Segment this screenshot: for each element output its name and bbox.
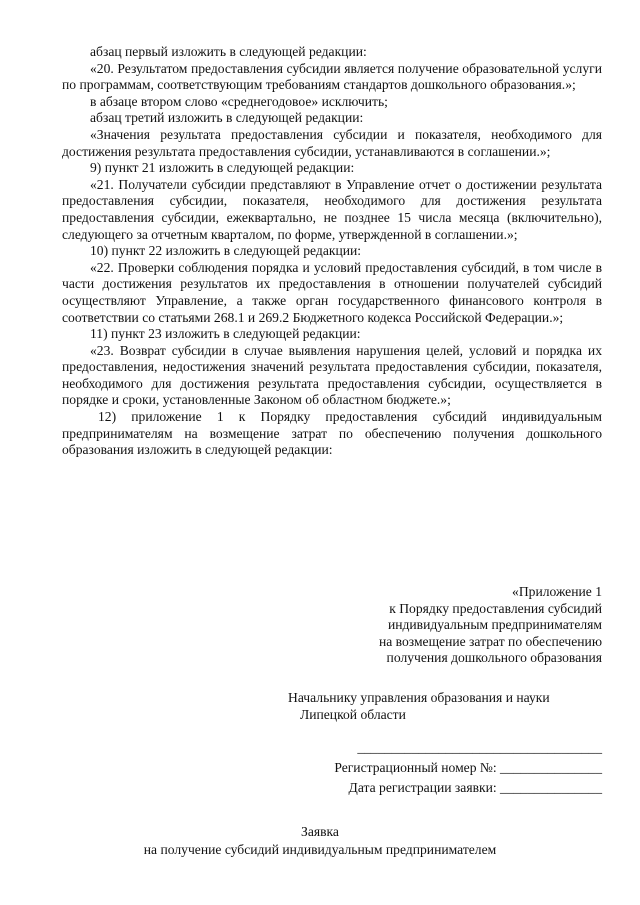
paragraph: 10) пункт 22 изложить в следующей редакции: xyxy=(90,243,362,259)
form-subtitle: на получение субсидий индивидуальным предпринимателем xyxy=(143,842,497,857)
paragraph: абзац третий изложить в следующей редакции: xyxy=(90,110,364,126)
paragraph: «20. Результатом предоставления субсидии является получение образовательной услуги по программам, соответствующим требованиям стандартов дошкольного образования.»; xyxy=(62,60,602,93)
appendix-header-line: к Порядку предоставления субсидий xyxy=(389,600,602,616)
addressee-line: Липецкой области xyxy=(300,706,406,722)
registration-date-label: Дата регистрации заявки: _______________ xyxy=(348,780,602,795)
paragraph: 12) приложение 1 к Порядку предоставления субсидий индивидуальным предпринимателям на возмещение затрат по обеспечению получения дошкольного образования изложить в следующей редакции: xyxy=(62,409,602,458)
appendix-header-line: получения дошкольного образования xyxy=(386,650,602,666)
form-title: Заявка xyxy=(301,824,339,839)
appendix-header-line: на возмещение затрат по обеспечению xyxy=(378,633,602,649)
addressee-line: Начальнику управления образования и науки xyxy=(288,690,550,705)
paragraph: «21. Получатели субсидии представляют в Управление отчет о достижении результата предоставления субсидии, показателя, необходимого для достижения результата предоставления субсидии, ежеквартально, не позднее 15 числа месяца (включительно), следующего за отчетным кварталом, по форме, утвержденной в соглашении.»; xyxy=(62,176,602,242)
paragraph: 11) пункт 23 изложить в следующей редакции: xyxy=(90,326,361,342)
registration-block xyxy=(282,738,602,798)
paragraph: «Значения результата предоставления субсидии и показателя, необходимого для достижения результата предоставления субсидии, устанавливаются в соглашении.»; xyxy=(62,126,602,159)
addressee-block xyxy=(288,690,550,723)
paragraph: «23. Возврат субсидии в случае выявления нарушения целей, условий и порядка их предоставления, недостижения значений результата предоставления субсидии, показателя, необходимого для достижения результата предоставления субсидии, осуществляется в порядке и сроки, установленные Законом об областном бюджете.»; xyxy=(62,342,602,408)
amendment-text xyxy=(62,44,602,459)
appendix-header-line: индивидуальным предпринимателям xyxy=(387,617,602,633)
paragraph: в абзаце втором слово «среднегодовое» исключить; xyxy=(90,93,388,109)
registration-number-label: Регистрационный номер №: _______________ xyxy=(334,760,602,775)
paragraph: 9) пункт 21 изложить в следующей редакции: xyxy=(90,160,355,176)
paragraph: абзац первый изложить в следующей редакции: xyxy=(90,44,367,59)
registration-blank-line: ____________________________________ xyxy=(357,740,602,755)
appendix-header xyxy=(302,584,602,667)
appendix-header-line: «Приложение 1 xyxy=(512,584,602,599)
paragraph: «22. Проверки соблюдения порядка и условий предоставления субсидий, в том числе в части достижения результатов их предоставления в отношении получателей субсидий осуществляют Управление, а также орган государственного финансового контроля в соответствии со статьями 268.1 и 269.2 Бюджетного кодекса Российской Федерации.»; xyxy=(62,259,602,325)
